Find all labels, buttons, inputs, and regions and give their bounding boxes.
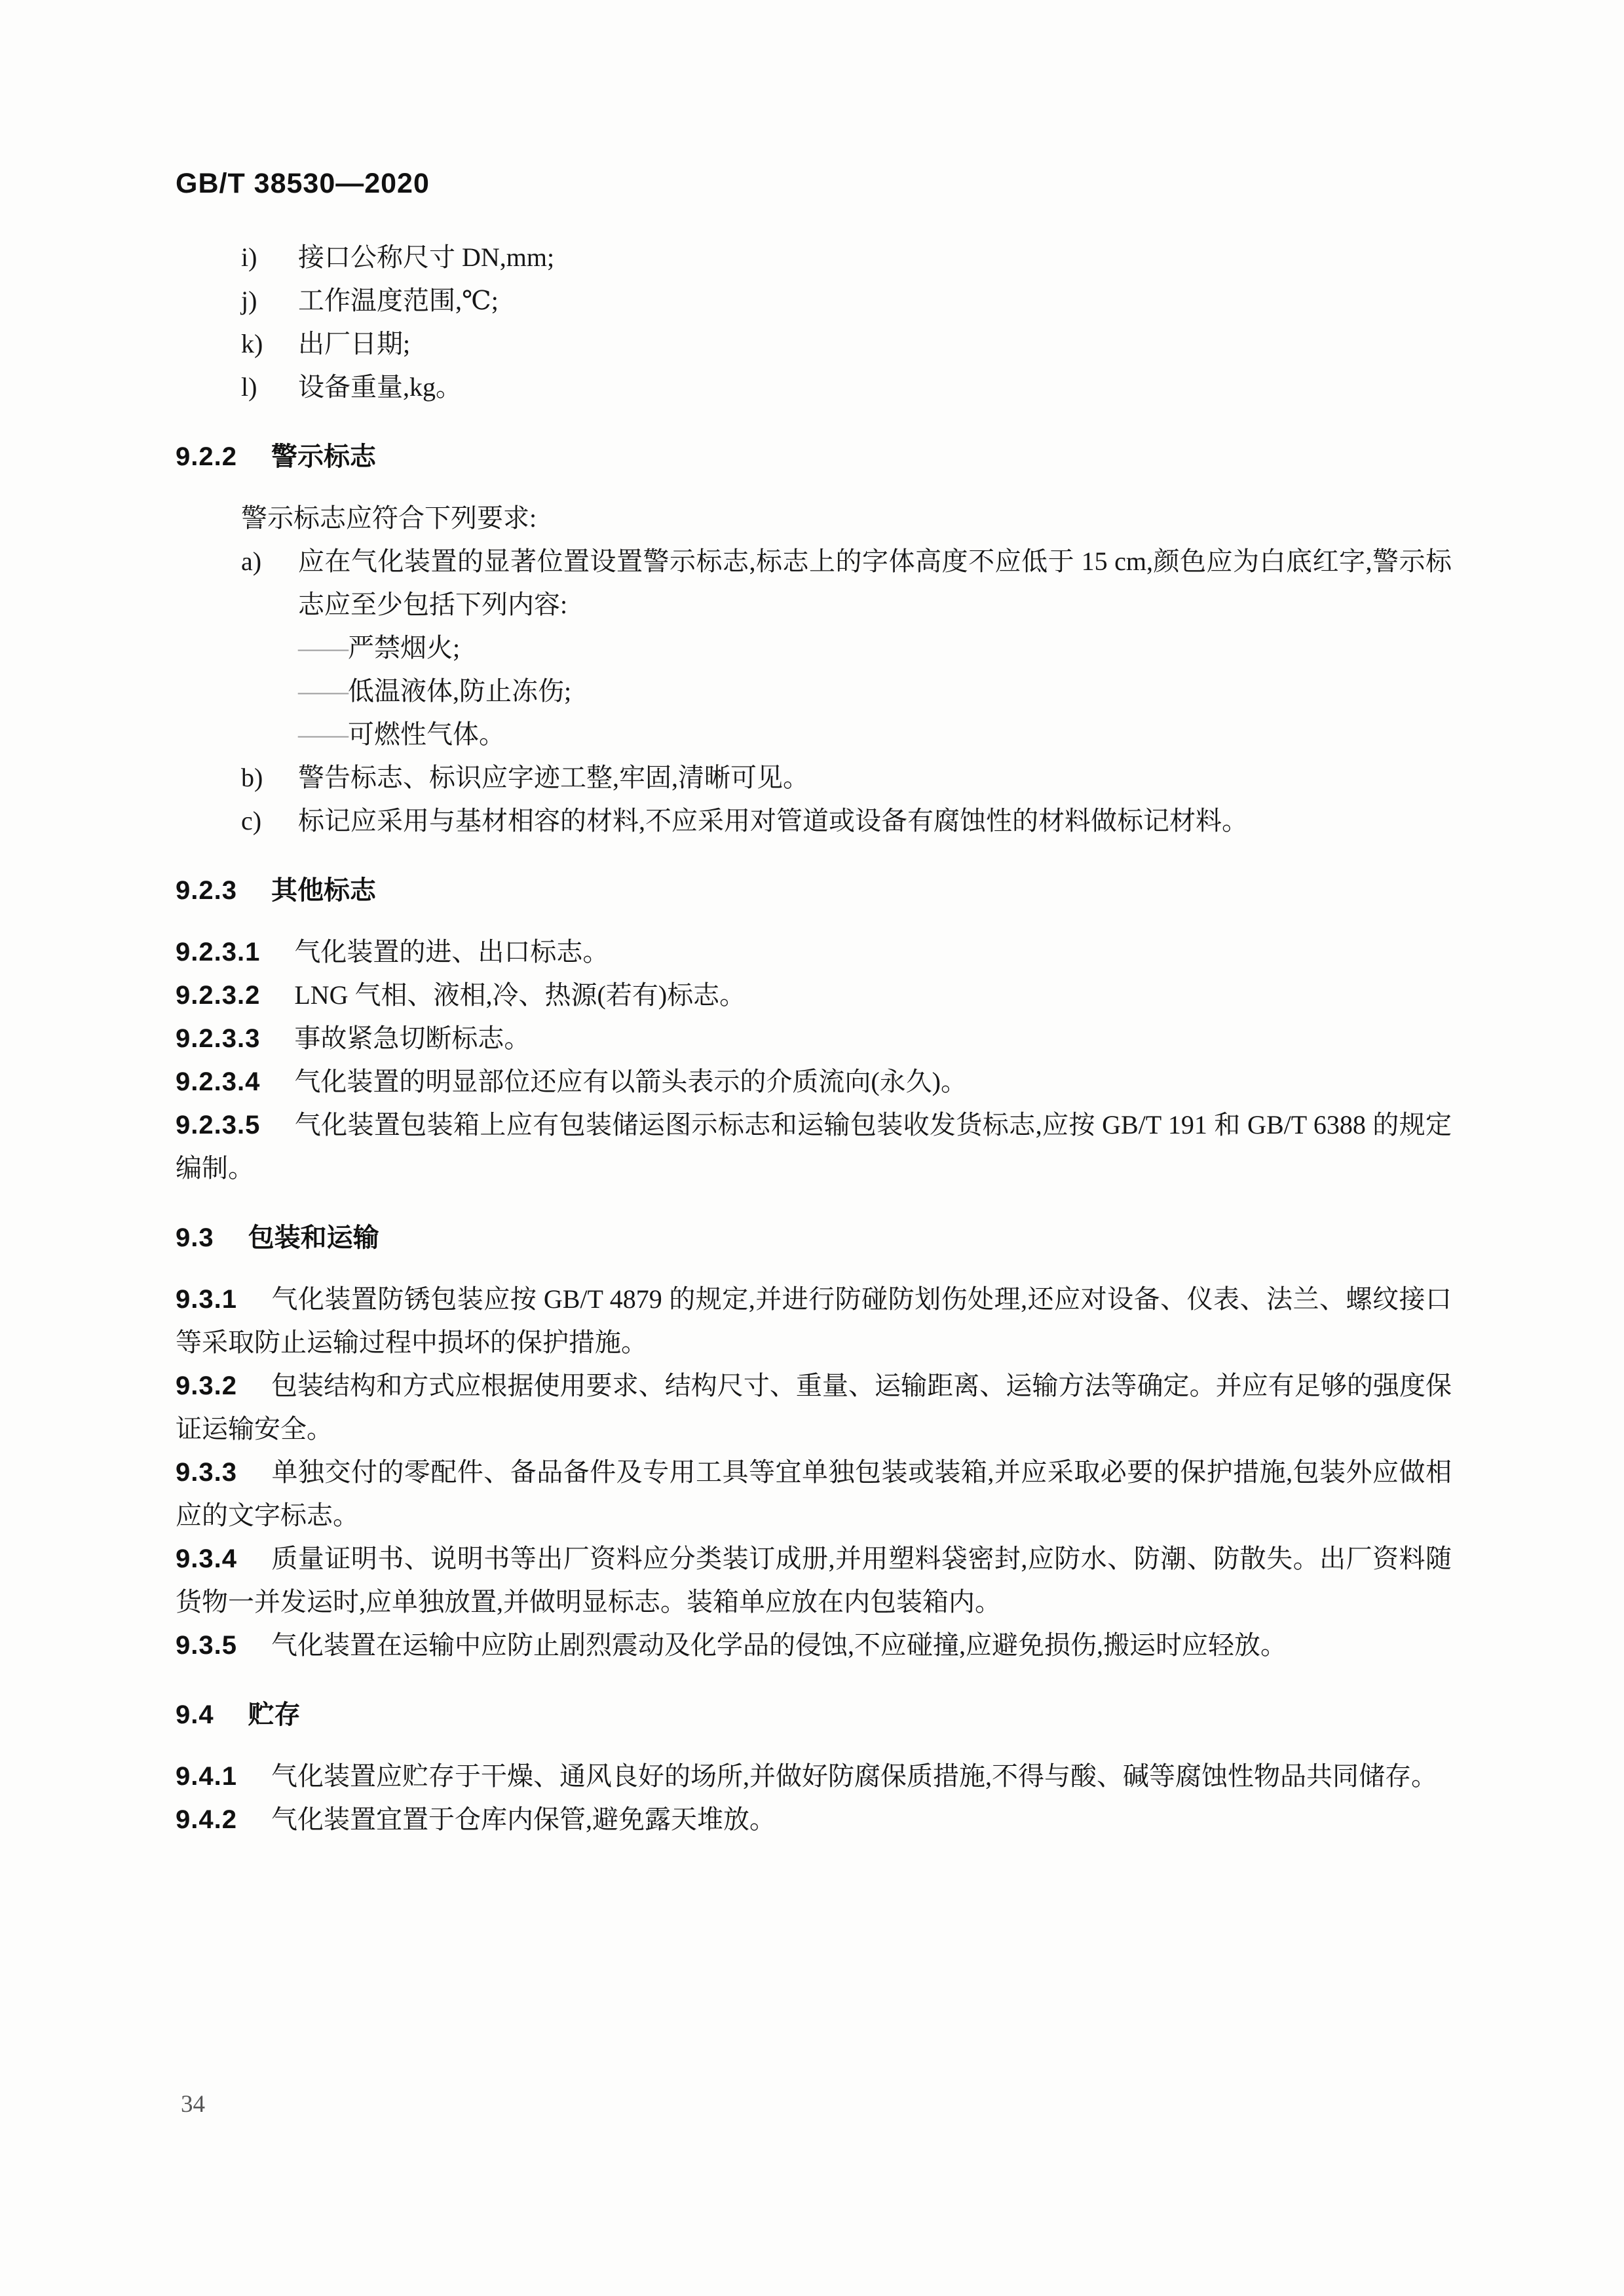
document-body — [176, 236, 1452, 1841]
clause-text: 单独交付的零配件、备品备件及专用工具等宜单独包装或装箱,并应采取必要的保护措施,包装外应做相应的文字标志。 — [176, 1457, 1452, 1530]
clause-number: 9.2.3.3 — [176, 1024, 261, 1053]
clause-text: 质量证明书、说明书等出厂资料应分类装订成册,并用塑料袋密封,应防水、防潮、防散失。出厂资料随货物一并发运时,应单独放置,并做明显标志。装箱单应放在内包装箱内。 — [176, 1544, 1452, 1617]
clause-number: 9.3.1 — [176, 1285, 237, 1314]
clause-text: 气化装置应贮存于干燥、通风良好的场所,并做好防腐保质措施,不得与酸、碱等腐蚀性物品共同储存。 — [271, 1761, 1437, 1791]
section-title: 包装和运输 — [248, 1223, 379, 1252]
clause-text: 事故紧急切断标志。 — [294, 1024, 531, 1053]
clause-paragraph — [176, 1537, 1452, 1624]
dash-glyph: —— — [298, 676, 347, 706]
clause-paragraph — [176, 930, 1452, 974]
clause-number: 9.3.4 — [176, 1544, 237, 1573]
clause-number: 9.2.3.4 — [176, 1067, 261, 1096]
section-number: 9.2.2 — [176, 442, 237, 471]
list-item-text: 出厂日期; — [298, 329, 411, 358]
clause-paragraph — [176, 974, 1452, 1017]
clause-paragraph — [176, 1755, 1452, 1798]
list-item-text: 应在气化装置的显著位置设置警示标志,标志上的字体高度不应低于 15 cm,颜色应为白底红字,警示标志应至少包括下列内容: — [298, 546, 1452, 619]
section-heading — [176, 435, 1452, 478]
clause-paragraph — [176, 1624, 1452, 1667]
clause-text: 气化装置的明显部位还应有以箭头表示的介质流向(永久)。 — [294, 1067, 967, 1096]
clause-paragraph — [176, 1017, 1452, 1060]
lettered-list-item — [176, 540, 1452, 626]
clause-number: 9.4.2 — [176, 1805, 237, 1834]
list-marker: k) — [241, 329, 263, 358]
clause-paragraph — [176, 1364, 1452, 1451]
dash-item-text: 低温液体,防止冻伤; — [348, 676, 572, 706]
clause-paragraph — [176, 1103, 1452, 1190]
clause-paragraph — [176, 1278, 1452, 1364]
section-number: 9.2.3 — [176, 876, 237, 905]
clause-text: 气化装置包装箱上应有包装储运图示标志和运输包装收发货标志,应按 GB/T 191 和 GB/T 6388 的规定编制。 — [176, 1110, 1452, 1183]
list-marker: a) — [241, 546, 262, 576]
list-marker: c) — [241, 806, 262, 835]
clause-number: 9.2.3.2 — [176, 981, 261, 1010]
list-marker: b) — [241, 763, 263, 792]
clause-paragraph — [176, 1451, 1452, 1537]
dash-glyph: —— — [298, 719, 347, 749]
dash-list-item — [176, 670, 1452, 713]
clause-text: 气化装置在运输中应防止剧烈震动及化学品的侵蚀,不应碰撞,应避免损伤,搬运时应轻放。 — [271, 1630, 1287, 1660]
clause-text: LNG 气相、液相,冷、热源(若有)标志。 — [294, 980, 746, 1010]
clause-number: 9.3.2 — [176, 1371, 237, 1400]
section-number: 9.4 — [176, 1700, 214, 1729]
clause-text: 气化装置的进、出口标志。 — [294, 937, 609, 966]
clause-text: 气化装置宜置于仓库内保管,避免露天堆放。 — [271, 1805, 776, 1834]
dash-list-item — [176, 626, 1452, 670]
lettered-list-item — [176, 366, 1452, 409]
section-title: 警示标志 — [271, 442, 376, 471]
lettered-list-item — [176, 236, 1452, 279]
clause-number: 9.2.3.1 — [176, 938, 261, 966]
list-item-text: 标记应采用与基材相容的材料,不应采用对管道或设备有腐蚀性的材料做标记材料。 — [298, 806, 1248, 835]
list-item-text: 接口公称尺寸 DN,mm; — [298, 242, 555, 272]
list-marker: i) — [241, 242, 257, 272]
clause-paragraph — [176, 1798, 1452, 1841]
list-marker: l) — [241, 372, 257, 402]
list-item-text: 设备重量,kg。 — [298, 372, 462, 402]
page-number: 34 — [181, 2091, 205, 2118]
section-title: 贮存 — [248, 1700, 301, 1729]
dash-item-text: 严禁烟火; — [348, 633, 461, 662]
lettered-list-item — [176, 322, 1452, 366]
clause-paragraph — [176, 1060, 1452, 1103]
dash-glyph: —— — [298, 633, 347, 662]
clause-text: 气化装置防锈包装应按 GB/T 4879 的规定,并进行防碰防划伤处理,还应对设备、仪表、法兰、螺纹接口等采取防止运输过程中损坏的保护措施。 — [176, 1284, 1452, 1357]
section-heading — [176, 1693, 1452, 1736]
clause-number: 9.3.3 — [176, 1458, 237, 1487]
clause-number: 9.3.5 — [176, 1631, 237, 1660]
lettered-list-item — [176, 799, 1452, 843]
lettered-list-item — [176, 279, 1452, 322]
dash-list-item — [176, 713, 1452, 756]
list-item-text: 警告标志、标识应字迹工整,牢固,清晰可见。 — [298, 763, 809, 792]
section-heading — [176, 1216, 1452, 1259]
lettered-list-item — [176, 756, 1452, 799]
clause-number: 9.4.1 — [176, 1762, 237, 1791]
clause-number: 9.2.3.5 — [176, 1111, 261, 1139]
clause-text: 包装结构和方式应根据使用要求、结构尺寸、重量、运输距离、运输方法等确定。并应有足够的强度保证运输安全。 — [176, 1371, 1452, 1444]
list-item-text: 工作温度范围,℃; — [298, 286, 499, 315]
clause-intro-line: 警示标志应符合下列要求: — [241, 503, 537, 533]
standard-number-header: GB/T 38530—2020 — [176, 168, 430, 199]
section-number: 9.3 — [176, 1223, 214, 1252]
dash-item-text: 可燃性气体。 — [348, 719, 505, 749]
section-title: 其他标志 — [271, 876, 376, 905]
section-heading — [176, 869, 1452, 912]
list-marker: j) — [241, 286, 257, 315]
